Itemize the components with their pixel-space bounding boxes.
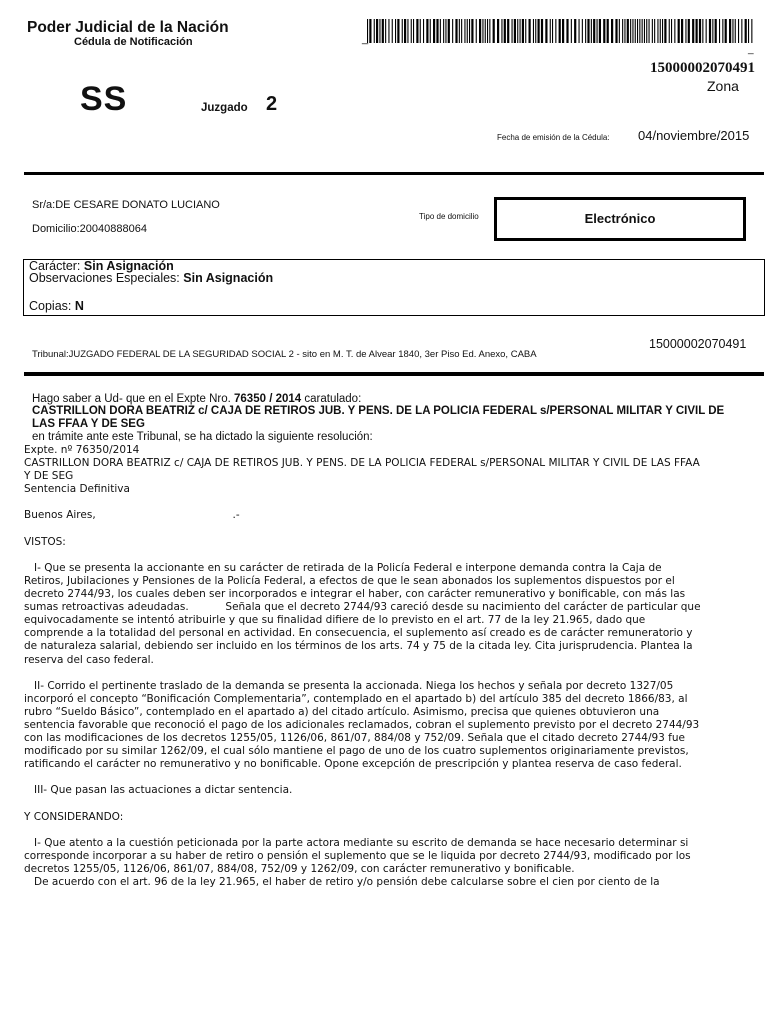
body-paragraph-4: I- Que atento a la cuestión peticionada por la parte actora mediante su escrito de demanda se hace necesario determinar si corresponde incorporar a su haber de retiro o pensión el suplemento que se le liquida por decreto 2744/93, modificado por los decretos 1255/05, 1126/06, 861/07, 884/08, 752/09 y 1262/09, con carácter remunerativo y bonificable. — [24, 836, 694, 875]
tramite-text: en trámite ante este Tribunal, se ha dictado la siguiente resolución: — [32, 431, 373, 443]
ss-code: SS — [80, 80, 128, 118]
org-title: Poder Judicial de la Nación — [27, 19, 229, 36]
tribunal-divider — [24, 372, 764, 376]
tribunal-text: Tribunal:JUZGADO FEDERAL DE LA SEGURIDAD SOCIAL 2 - sito en M. T. de Alvear 1840, 3er Piso Ed. Anexo, CABA — [32, 349, 537, 360]
notice-intro-pre: Hago saber a Ud- que en el Expte Nro. — [32, 393, 231, 405]
right-dash: _ — [748, 44, 754, 55]
body-paragraph-5: De acuerdo con el art. 96 de la ley 21.965, el haber de retiro y/o pensión debe calcularse sobre el cien por ciento de la — [24, 876, 660, 889]
body-caratula: CASTRILLON DORA BEATRIZ c/ CAJA DE RETIROS JUB. Y PENS. DE LA POLICIA FEDERAL s/PERSONAL MILITAR Y CIVIL DE LAS FFAA Y DE SEG — [24, 457, 704, 483]
body-buenos-aires: Buenos Aires, .- — [24, 509, 240, 522]
caracter-label: Carácter: — [29, 259, 81, 273]
copias-value: N — [74, 299, 84, 313]
recipient-name: Sr/a:DE CESARE DONATO LUCIANO — [32, 199, 220, 211]
tipo-domicilio-value: Electrónico — [584, 211, 656, 226]
body-paragraph-1: I- Que se presenta la accionante en su carácter de retirada de la Policía Federal e interpone demanda contra la Caja de Retiros, Jubilaciones y Pensiones de la Policía Federal, a efectos de que le sean abonados los suplementos dispuestos por el decreto 2744/93, los cuales deben ser incorporados e integrar el haber, con carácter remunerativo y bonificable, con más las sumas retroactivas adeudadas. Señala que el decreto 2744/93 careció desde su nacimiento del carácter de particular que equivocadamente se intentó atribuirle y que su finalidad difiere de lo previsto en el art. 77 de la ley 21.965, dado que comprende a la totalidad del personal en actividad. En consecuencia, el suplemento así creado es de carácter remuneratorio y de naturaleza salarial, debiendo ser incluido en los términos de los arts. 74 y 75 de la citada ley. Cita jurisprudencia. Plantea la reserva del caso federal. — [24, 561, 704, 666]
body-vistos: VISTOS: — [24, 535, 66, 548]
copias-line — [29, 299, 84, 313]
resolution-body — [24, 444, 704, 889]
notice-intro-post: caratulado: — [304, 393, 362, 405]
fecha-label: Fecha de emisión de la Cédula: — [497, 133, 610, 142]
body-considerando: Y CONSIDERANDO: — [24, 810, 124, 823]
barcode-dash: _ — [362, 33, 369, 45]
document-subtitle: Cédula de Notificación — [74, 36, 193, 48]
cedula-number: 15000002070491 — [650, 60, 755, 76]
tipo-domicilio-label: Tipo de domicilio — [419, 212, 479, 221]
copias-label: Copias: — [29, 299, 72, 313]
tribunal-number: 15000002070491 — [649, 337, 747, 351]
recipient-domicilio: Domicilio:20040888064 — [32, 223, 147, 235]
body-expte: Expte. nº 76350/2014 — [24, 444, 140, 456]
tipo-domicilio-box — [494, 197, 746, 241]
expte-number: 76350 / 2014 — [234, 393, 302, 405]
body-paragraph-2: II- Corrido el pertinente traslado de la demanda se presenta la accionada. Niega los hechos y señala por decreto 1327/05 incorporó el concepto “Bonificación Complementaria”, contemplado en el apartado b) del artículo 385 del decreto 1866/83, al rubro “Sueldo Básico”, contemplado en el apartado a) del citado artículo. Asimismo, precisa que quienes obtuvieron una sentencia favorable que reconoció el pago de los adicionales reclamados, cobran el suplemento previsto por el decreto 2744/93 con las modificaciones de los decretos 1255/05, 1126/06, 861/07, 884/08 y 752/09. Señala que el citado decreto 2744/93 fue modificado por su similar 1262/09, el cual sólo mantiene el pago de uno de los cuatro suplementos originariamente previstos, ratificando el carácter no remunerativo y no bonificable. Opone excepción de prescripción y plantea reserva de caso federal. — [24, 679, 703, 771]
zona-label: Zona — [707, 78, 739, 94]
juzgado-label: Juzgado — [201, 102, 248, 114]
juzgado-number: 2 — [266, 93, 278, 115]
observaciones-value: Sin Asignación — [183, 271, 274, 285]
fecha-value: 04/noviembre/2015 — [638, 128, 750, 143]
notice-intro — [32, 393, 361, 405]
body-sentencia: Sentencia Definitiva — [24, 483, 130, 496]
caracter-value: Sin Asignación — [83, 259, 174, 273]
observaciones-line — [29, 271, 273, 285]
barcode-image — [367, 19, 754, 43]
caratula-bold: CASTRILLON DORA BEATRIZ c/ CAJA DE RETIROS JUB. Y PENS. DE LA POLICIA FEDERAL s/PERSONAL MILITAR Y CIVIL DE LAS FFAA Y DE SEG — [32, 405, 725, 430]
observaciones-label: Observaciones Especiales: — [29, 271, 180, 285]
body-paragraph-3: III- Que pasan las actuaciones a dictar sentencia. — [24, 784, 293, 797]
header-divider — [24, 172, 764, 175]
